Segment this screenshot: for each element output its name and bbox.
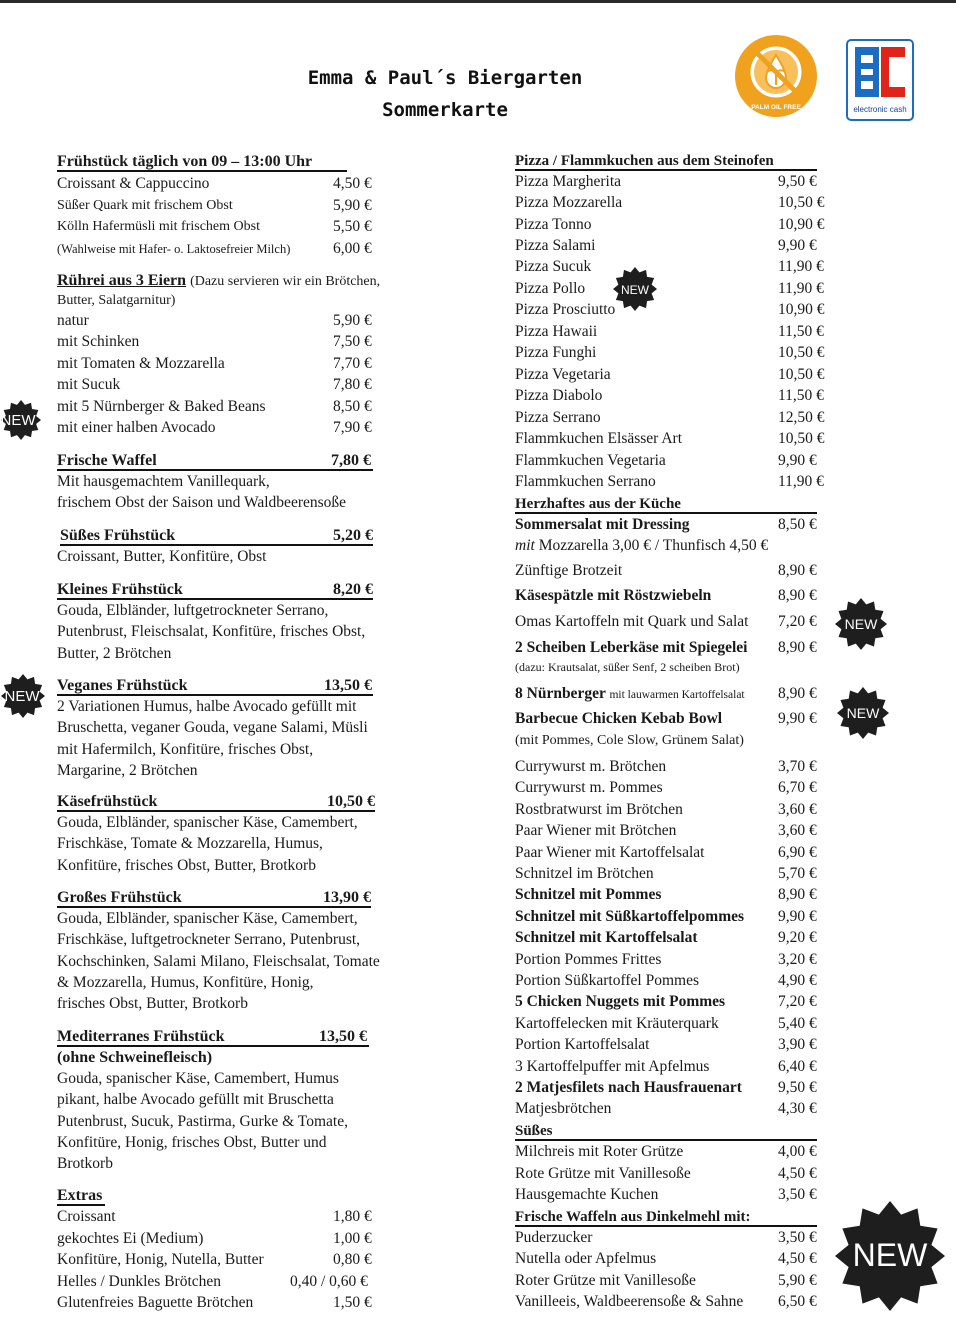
item-name: mit Schinken (57, 333, 140, 350)
menu-item (57, 353, 402, 375)
item-price: 10,50 € (778, 344, 825, 361)
item-price: 8,90 € (778, 587, 817, 604)
item-price: 11,90 € (778, 258, 824, 275)
section-heading (57, 579, 402, 601)
item-name: 3 Kartoffelpuffer mit Apfelmus (515, 1057, 710, 1075)
item-description (57, 546, 266, 567)
heading-text: Mediterranes Frühstück (57, 1028, 225, 1045)
item-price: 7,20 € (778, 993, 817, 1011)
item-name: Vanilleeis, Waldbeerensoße & Sahne (515, 1293, 744, 1310)
menu-item (57, 310, 402, 332)
new-badge (0, 668, 46, 724)
item-price: 4,50 € (778, 1250, 817, 1267)
item-name: Currywurst m. Brötchen (515, 758, 667, 775)
item-price: 8,90 € (778, 639, 817, 656)
item-name: Pizza Tonno (515, 216, 592, 233)
item-name: Croissant & Cappuccino (57, 175, 210, 192)
description-line: & Mozzarella, Humus, Konfitüre, Honig, (57, 973, 314, 991)
menu-item (515, 611, 825, 633)
item-price: 5,40 € (778, 1014, 817, 1032)
note-text: (mit Pommes, Cole Slow, Grünem Salat) (515, 733, 744, 748)
item-price: 10,50 € (778, 430, 825, 447)
heading-text: Herzhaftes aus der Küche (515, 496, 681, 512)
item-price: 0,40 / 0,60 € (290, 1273, 368, 1290)
restaurant-name: Emma & Paul´s Biergarten (307, 67, 583, 89)
ec-label: electronic cash (853, 105, 907, 114)
new-badge-text: NEW (4, 688, 40, 705)
item-price: 9,50 € (778, 173, 817, 190)
item-price: 4,50 € (778, 1165, 817, 1182)
item-name: Glutenfreies Baguette Brötchen (57, 1294, 254, 1311)
description-line: Putenbrust, Fleischsalat, Konfitüre, frisches Obst, (57, 623, 366, 641)
heading-text: Käsefrühstück (57, 793, 158, 810)
item-price: 5,70 € (778, 865, 817, 882)
menu-item (515, 799, 825, 821)
section-subheading (57, 1047, 402, 1069)
menu-item (515, 1163, 825, 1185)
section-heading (57, 1026, 402, 1048)
item-name: Puderzucker (515, 1229, 593, 1246)
item-name: Matjesbrötchen (515, 1100, 612, 1118)
menu-item (57, 1271, 402, 1293)
menu-item (515, 1056, 825, 1078)
menu-item (57, 1228, 402, 1250)
description-line: Konfitüre, frisches Obst, Butter, Brotkorb (57, 856, 316, 874)
extra-prefix: mit (515, 537, 535, 554)
item-price: 6,00 € (333, 240, 372, 257)
item-price: 3,50 € (778, 1229, 817, 1246)
item-name: Schnitzel mit Süßkartoffelpommes (515, 907, 745, 925)
menu-item (515, 756, 825, 778)
heading-text: Süßes (515, 1123, 553, 1139)
menu-item (515, 1184, 825, 1206)
menu-item (57, 417, 402, 439)
item-name: 2 Matjesfilets nach Hausfrauenart (515, 1079, 742, 1096)
item-price: 9,90 € (778, 452, 817, 469)
item-name: Sommersalat mit Dressing (515, 516, 690, 533)
menu-item (515, 299, 825, 321)
description-line: Frischkäse, Tomate & Mozzarella, Humus, (57, 835, 323, 853)
item-name: 8 Nürnberger (515, 685, 606, 702)
section-heading (57, 270, 402, 292)
item-price: 3,20 € (778, 950, 817, 968)
item-price: 1,50 € (333, 1294, 372, 1311)
item-description (57, 696, 368, 781)
item-price: 6,70 € (778, 779, 817, 797)
heading-price: 13,50 € (324, 677, 372, 694)
item-price: 3,60 € (778, 822, 817, 840)
menu-item (57, 374, 402, 396)
item-price: 6,50 € (778, 1293, 817, 1310)
menu-item (515, 560, 825, 582)
item-name: mit einer halben Avocado (57, 419, 216, 436)
new-badge (0, 392, 42, 448)
item-price: 9,90 € (778, 907, 817, 925)
item-price: 7,70 € (333, 355, 372, 372)
section-heading (515, 493, 825, 515)
item-price: 7,50 € (333, 333, 372, 350)
description-line: Frischkäse, luftgetrockneter Serrano, Putenbrust, (57, 931, 361, 949)
item-price: 1,80 € (333, 1208, 372, 1225)
description-line: pikant, halbe Avocado gefüllt mit Bruschetta (57, 1091, 334, 1109)
menu-item (515, 884, 825, 906)
item-name: Pizza Margherita (515, 173, 622, 190)
item-name: Paar Wiener mit Kartoffelsalat (515, 843, 705, 861)
description-line: Kochschinken, Salami Milano, Fleischsalat, Tomate (57, 952, 380, 970)
menu-item (515, 863, 825, 885)
description-line: Mit hausgemachtem Vanillequark, (57, 473, 270, 490)
section-heading (57, 1185, 402, 1207)
item-price: 8,90 € (778, 685, 817, 702)
item-name: Pizza Hawaii (515, 323, 598, 340)
menu-item (515, 171, 825, 193)
new-badge-text: NEW (852, 1237, 928, 1273)
description-line: mit Hafermilch, Konfitüre, frisches Obst, (57, 740, 314, 758)
item-price: 9,90 € (778, 710, 817, 727)
menu-item (515, 192, 825, 214)
item-name: Zünftige Brotzeit (515, 562, 623, 579)
item-name: Paar Wiener mit Brötchen (515, 822, 677, 840)
item-name: Schnitzel mit Pommes (515, 886, 662, 904)
item-name: Omas Kartoffeln mit Quark und Salat (515, 613, 749, 630)
heading-price: 10,50 € (327, 793, 375, 810)
new-badge (612, 266, 658, 312)
item-price: 9,20 € (778, 929, 817, 947)
item-name: Kölln Hafermüsli mit frischem Obst (57, 219, 260, 234)
item-name: Croissant (57, 1208, 116, 1225)
item-description (57, 908, 380, 1014)
heading-price: 7,80 € (331, 452, 371, 469)
item-name: Portion Pommes Frittes (515, 950, 662, 968)
item-price: 10,90 € (778, 301, 825, 318)
left-column (57, 0, 402, 1344)
new-badge (836, 686, 890, 740)
heading-price: 8,20 € (333, 581, 373, 598)
item-name-line (515, 683, 745, 706)
description-line: 2 Variationen Humus, halbe Avocado gefüllt mit (57, 698, 357, 715)
item-name: Portion Kartoffelsalat (515, 1036, 650, 1054)
description-line: Butter, 2 Brötchen (57, 644, 172, 662)
item-description (57, 812, 358, 876)
section-heading (57, 887, 402, 909)
menu-item (515, 820, 825, 842)
menu-item (515, 1291, 825, 1313)
item-price: 3,60 € (778, 800, 817, 818)
item-price: 4,90 € (778, 972, 817, 989)
item-price: 4,50 € (333, 175, 372, 192)
menu-item (57, 1292, 402, 1314)
new-badge-text: NEW (846, 705, 880, 721)
item-name: Pizza Serrano (515, 409, 601, 426)
menu-item (515, 214, 825, 236)
new-badge-text: NEW (621, 283, 649, 297)
menu-item (515, 1141, 825, 1163)
description-line: Gouda, Elbländer, luftgetrockneter Serrano, (57, 602, 329, 619)
item-price: 10,50 € (778, 366, 825, 383)
menu-item (515, 450, 825, 472)
menu-item (515, 777, 825, 799)
item-description (57, 1068, 348, 1174)
subheading-text: (ohne Schweinefleisch) (57, 1049, 213, 1066)
menu-item (515, 927, 825, 949)
item-name: Süßer Quark mit frischem Obst (57, 198, 233, 213)
section-heading (515, 1206, 825, 1228)
description-line: Gouda, spanischer Käse, Camembert, Humus (57, 1070, 339, 1087)
item-name: Pizza Salami (515, 237, 596, 254)
new-badge (834, 1200, 946, 1312)
menu-item (515, 970, 825, 992)
item-name: Pizza Prosciutto (515, 301, 616, 318)
item-name: Helles / Dunkles Brötchen (57, 1273, 222, 1290)
section-heading (57, 450, 402, 472)
item-price: 8,50 € (778, 516, 817, 533)
item-price: 10,90 € (778, 216, 825, 233)
item-name: Portion Süßkartoffel Pommes (515, 972, 699, 989)
menu-item (515, 471, 825, 493)
menu-item (515, 407, 825, 429)
menu-item (515, 514, 825, 536)
menu-item (515, 1077, 825, 1099)
item-name: gekochtes Ei (Medium) (57, 1230, 204, 1247)
ec-logo (846, 39, 914, 121)
item-name: Flammkuchen Elsässer Art (515, 430, 683, 447)
item-price: 12,50 € (778, 409, 825, 426)
item-name: Pizza Vegetaria (515, 366, 611, 383)
description-line: Bruschetta, veganer Gouda, vegane Salami, Müsli (57, 719, 368, 737)
heading-underline (57, 170, 347, 172)
menu-item (515, 1248, 825, 1270)
item-price: 11,90 € (778, 473, 824, 490)
item-name: mit Tomaten & Mozzarella (57, 355, 225, 372)
item-price: 11,50 € (778, 323, 824, 340)
item-price: 10,50 € (778, 194, 825, 211)
item-name: 2 Scheiben Leberkäse mit Spiegelei (515, 639, 748, 656)
menu-item (515, 585, 825, 607)
menu-item (57, 396, 402, 418)
item-name: Kartoffelecken mit Kräuterquark (515, 1014, 719, 1032)
menu-item (515, 906, 825, 928)
item-name: Roter Grütze mit Vanillesoße (515, 1272, 696, 1289)
section-heading (57, 151, 402, 173)
item-name: (Wahlweise mit Hafer- o. Laktosefreier Milch) (57, 242, 291, 256)
item-name: Rostbratwurst im Brötchen (515, 800, 683, 818)
heading-text: Pizza / Flammkuchen aus dem Steinofen (515, 153, 774, 169)
heading-text: Frühstück täglich von 09 – 13:00 Uhr (57, 153, 313, 170)
heading-note: (Dazu servieren wir ein Brötchen, (190, 274, 381, 289)
menu-item (57, 195, 402, 217)
new-badge-text: NEW (844, 616, 878, 632)
item-price: 7,20 € (778, 613, 817, 630)
menu-item (515, 683, 825, 705)
item-name: mit 5 Nürnberger & Baked Beans (57, 398, 266, 415)
description-line: Croissant, Butter, Konfitüre, Obst (57, 548, 267, 565)
item-price: 5,90 € (778, 1272, 817, 1289)
menu-item-note (515, 730, 825, 752)
note-text: (dazu: Krautsalat, süßer Senf, 2 scheiben Brot) (515, 660, 740, 674)
heading-price: 5,20 € (333, 527, 373, 544)
item-price: 9,50 € (778, 1079, 817, 1096)
menu-item (515, 842, 825, 864)
item-name: Hausgemachte Kuchen (515, 1186, 659, 1203)
menu-item (57, 173, 402, 195)
item-name: Rote Grütze mit Vanillesoße (515, 1165, 691, 1182)
menu-item (57, 238, 402, 260)
item-name: Nutella oder Apfelmus (515, 1250, 657, 1267)
menu-subtitle: Sommerkarte (382, 99, 508, 121)
heading-text: Frische Waffeln aus Dinkelmehl mit: (515, 1209, 751, 1225)
extra-line (515, 535, 768, 557)
item-name: Schnitzel mit Kartoffelsalat (515, 929, 698, 947)
item-note: mit lauwarmen Kartoffelsalat (609, 689, 745, 701)
menu-item-note (515, 656, 825, 678)
section-heading (515, 1120, 825, 1142)
item-price: 11,50 € (778, 387, 824, 404)
right-column (515, 0, 825, 1344)
item-price: 7,80 € (333, 376, 372, 393)
item-name: Käsespätzle mit Röstzwiebeln (515, 587, 712, 604)
section-heading (60, 525, 405, 547)
item-price: 6,90 € (778, 843, 817, 861)
item-name: Pizza Diabolo (515, 387, 603, 404)
menu-item (515, 1270, 825, 1292)
extra-text: Mozzarella 3,00 € / Thunfisch 4,50 € (538, 537, 769, 554)
menu-item (515, 278, 825, 300)
description-line: Margarine, 2 Brötchen (57, 761, 198, 779)
item-price: 5,90 € (333, 312, 372, 329)
menu-item (515, 235, 825, 257)
item-price: 5,50 € (333, 218, 372, 235)
item-name: Milchreis mit Roter Grütze (515, 1143, 684, 1160)
item-description (57, 600, 365, 664)
item-name: Flammkuchen Vegetaria (515, 452, 666, 469)
menu-item-extra (515, 535, 825, 557)
item-name: Flammkuchen Serrano (515, 473, 656, 490)
heading-text: Extras (57, 1187, 103, 1204)
description-line: Konfitüre, Honig, frisches Obst, Butter und (57, 1133, 327, 1151)
menu-item (57, 216, 402, 238)
item-price: 8,90 € (778, 562, 817, 579)
item-price: 8,90 € (778, 886, 817, 904)
item-price: 3,70 € (778, 758, 817, 775)
heading-price: 13,90 € (323, 889, 371, 906)
menu-item (515, 1034, 825, 1056)
menu-item (515, 949, 825, 971)
item-name: Konfitüre, Honig, Nutella, Butter (57, 1251, 264, 1268)
heading-text: Veganes Frühstück (57, 677, 188, 694)
menu-item (515, 1098, 825, 1120)
section-heading (57, 675, 402, 697)
menu-item (57, 331, 402, 353)
menu-item (515, 256, 825, 278)
heading-text: Großes Frühstück (57, 889, 182, 906)
heading-text: Rührei aus 3 Eiern (57, 272, 187, 289)
menu-item (515, 321, 825, 343)
menu-item (515, 991, 825, 1013)
description-line: Gouda, Elbländer, spanischer Käse, Camembert, (57, 910, 358, 927)
heading-text: Süßes Frühstück (60, 527, 176, 544)
item-name: Pizza Mozzarella (515, 194, 623, 211)
heading-note-line (57, 290, 402, 312)
section-heading (57, 791, 402, 813)
item-name: Schnitzel im Brötchen (515, 865, 654, 882)
heading-text: Frische Waffel (57, 452, 157, 469)
heading-text: Kleines Frühstück (57, 581, 183, 598)
item-name: Barbecue Chicken Kebab Bowl (515, 710, 723, 727)
item-price: 6,40 € (778, 1057, 817, 1075)
note-text: Butter, Salatgarnitur) (57, 293, 176, 308)
item-price: 3,50 € (778, 1186, 817, 1203)
item-name: 5 Chicken Nuggets mit Pommes (515, 993, 726, 1011)
item-name: mit Sucuk (57, 376, 121, 393)
heading-price: 13,50 € (319, 1028, 367, 1045)
item-name: Pizza Funghi (515, 344, 597, 361)
section-heading (515, 150, 825, 172)
item-price: 7,90 € (333, 419, 372, 436)
menu-item (57, 1206, 402, 1228)
menu-item (515, 342, 825, 364)
item-name: natur (57, 312, 89, 329)
item-price: 4,30 € (778, 1100, 817, 1118)
item-price: 5,90 € (333, 197, 372, 214)
item-price: 8,50 € (333, 398, 372, 415)
menu-item (515, 385, 825, 407)
item-price: 9,90 € (778, 237, 817, 254)
menu-item (515, 708, 825, 730)
menu-item (515, 1013, 825, 1035)
item-description (57, 471, 346, 514)
item-price: 11,90 € (778, 280, 824, 297)
item-name: Pizza Sucuk (515, 258, 592, 275)
item-name: Pizza Pollo (515, 280, 586, 297)
menu-item (515, 428, 825, 450)
description-line: Brotkorb (57, 1155, 113, 1173)
item-price: 1,00 € (333, 1230, 372, 1247)
description-line: Putenbrust, Sucuk, Pastirma, Gurke & Tomate, (57, 1112, 348, 1130)
item-price: 0,80 € (333, 1251, 372, 1268)
new-badge (834, 597, 888, 651)
description-line: frischem Obst der Saison und Waldbeerensoße (57, 494, 347, 512)
item-price: 4,00 € (778, 1143, 817, 1160)
menu-item (515, 1227, 825, 1249)
new-badge-text: NEW (0, 412, 36, 429)
item-name: Currywurst m. Pommes (515, 779, 663, 797)
description-line: Gouda, Elbländer, spanischer Käse, Camembert, (57, 814, 358, 831)
item-price: 3,90 € (778, 1036, 817, 1054)
menu-item (57, 1249, 402, 1271)
menu-item (515, 364, 825, 386)
description-line: frisches Obst, Butter, Brotkorb (57, 995, 248, 1013)
palm-oil-label: PALM OIL FREE (751, 104, 801, 111)
